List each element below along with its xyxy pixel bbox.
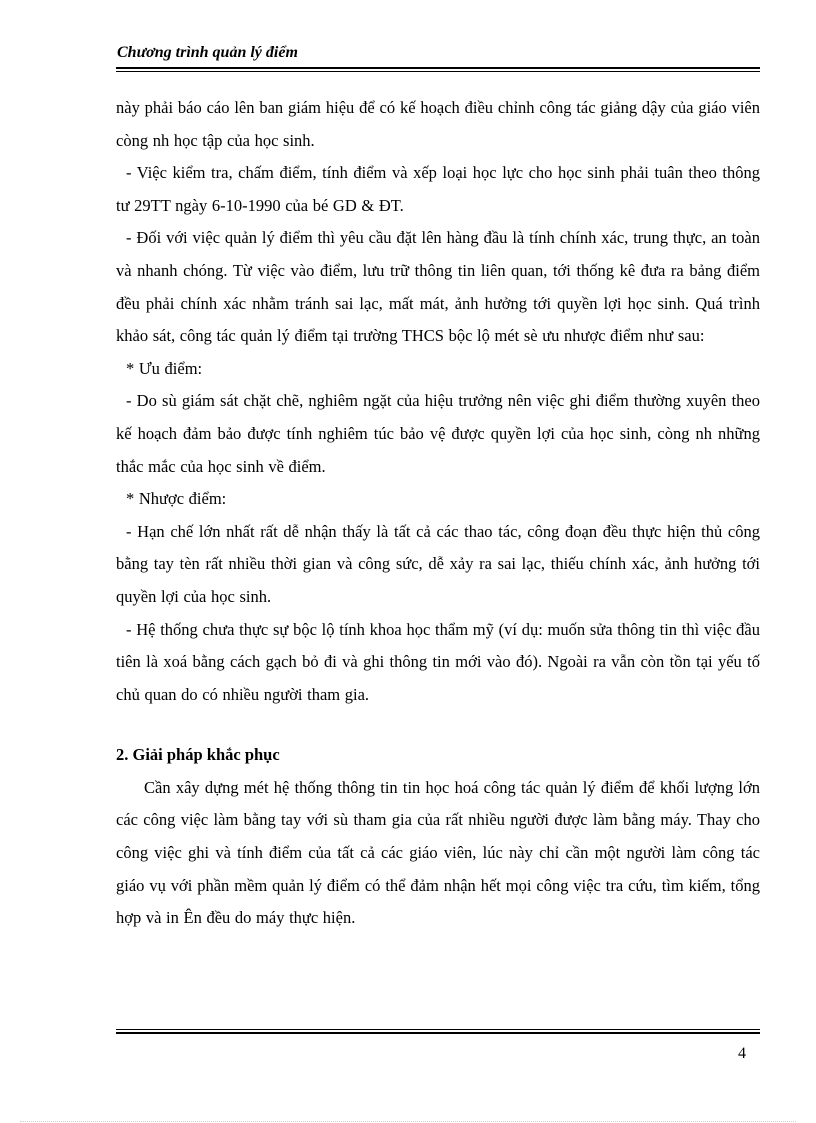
paragraph-continuation: này phải báo cáo lên ban giám hiệu để có kế hoạch điều chỉnh công tác giảng dậy của giáo viên còng nh học tập của học sinh. [116,98,760,150]
running-header-title: Chương trình quản lý điểm [117,44,298,61]
heading-advantages: * Ưu điểm: [126,358,203,378]
paragraph-disadvantage-system: - Hệ thống chưa thực sự bộc lộ tính khoa học thẩm mỹ (ví dụ: muốn sửa thông tin thì việc đầu tiên là xoá bằng cách gạch bỏ đi và ghi thông tin mới vào đó). Ngoài ra vẫn còn tồn tại yếu tố chủ quan do có nhiều người tham gia. [116,619,760,704]
footer-rule-thick [116,1032,760,1034]
paragraph-advantages: - Do sù giám sát chặt chẽ, nghiêm ngặt của hiệu trưởng nên việc ghi điểm thường xuyên theo kế hoạch đảm bảo được tính nghiêm túc bảo vệ được quyền lợi của học sinh, còng nh những thắc mắc của học sinh về điểm. [116,391,760,476]
page-number: 4 [738,1045,746,1062]
header-rule-thick [116,67,760,69]
footer-rule-thin [116,1029,760,1030]
heading-disadvantages: * Nhược điểm: [126,489,227,509]
page-edge-divider [20,1121,796,1122]
body-text [116,92,760,935]
paragraph-grading-rules: - Việc kiểm tra, chấm điểm, tính điểm và xếp loại học lực cho học sinh phải tuân theo thông tư 29TT ngày 6-10-1990 của bé GD & ĐT. [116,163,760,215]
paragraph-disadvantage-manual: - Hạn chế lớn nhất rất dễ nhận thấy là tất cả các thao tác, công đoạn đều thực hiện thủ công bằng tay tèn rất nhiều thời gian và công sức, dễ xảy ra sai lạc, thiếu chính xác, ảnh hưởng tới quyền lợi của học sinh. [116,521,760,606]
paragraph-requirements: - Đối với việc quản lý điểm thì yêu cầu đặt lên hàng đầu là tính chính xác, trung thực, an toàn và nhanh chóng. Từ việc vào điểm, lưu trữ thông tin liên quan, tới thống kê đưa ra bảng điểm đều phải chính xác nhằm tránh sai lạc, mất mát, ảnh hưởng tới quyền lợi học sinh. Quá trình khảo sát, công tác quản lý điểm tại trường THCS bộc lộ mét sè ưu nhược điểm như sau: [116,228,760,346]
paragraph-solution: Cần xây dựng mét hệ thống thông tin tin học hoá công tác quản lý điểm để khối lượng lớn các công việc làm bằng tay với sù tham gia của rất nhiều người được làm bằng máy. Thay cho công việc ghi và tính điểm của tất cả các giáo viên, lúc này chỉ cần một người làm công tác giáo vụ với phần mềm quản lý điểm có thể đảm nhận hết mọi công việc tra cứu, tìm kiếm, tổng hợp và in Ên đều do máy thực hiện. [116,777,760,928]
header-rule-thin [116,71,760,72]
section-heading: 2. Giải pháp khắc phục [116,745,280,765]
